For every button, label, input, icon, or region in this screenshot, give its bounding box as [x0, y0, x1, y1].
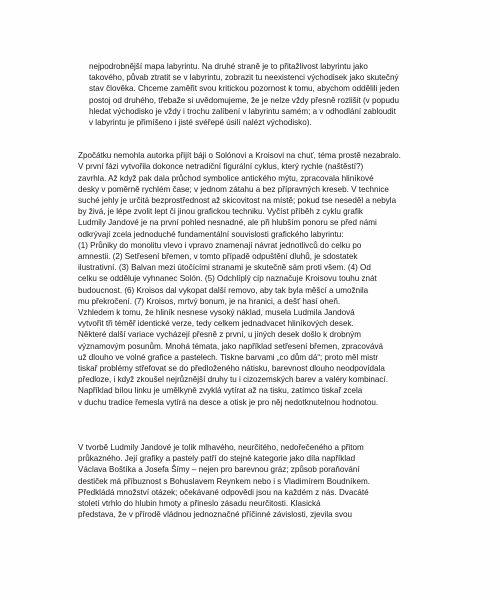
text-line: odkrývají zcela jednoduché fundamentální souvislosti grafického labyrintu: [78, 229, 344, 239]
text-line: postoj od druhého, třebaže si uvědomujeme, že je nelze vždy přesně rozlišit (v popudu [89, 95, 399, 105]
text-line: Zpočátku nemohla autorka přijít báji o Solónovi a Kroisovi na chuť, téma prostě nezabralo. [78, 151, 401, 161]
document-text [78, 61, 408, 520]
text-line: by živá, je lépe zvolit lept či jinou grafickou techniku. Vyčíst příběh z cyklu grafik [78, 207, 363, 217]
text-line: zavrhla. Až když pak dala průchod symbolice antického mýtu, zpracovala hliníkové [78, 173, 374, 183]
text-line: destiček má příbuznost s Bohuslavem Reynkem nebo i s Vladimírem Boudníkem. [78, 476, 370, 486]
text-line: suché jehly je určitá bezprostřednost až skicovitost na místě; pokud tse neseděl a nebyla [78, 196, 397, 206]
text-line: hledat východisko je vždy i trochu zalíbení v labyrintu samém; a v odhodlání zabloudit [89, 106, 396, 116]
text-line: Ludmily Jandové je na první pohled nesnadné, ale při hlubším ponoru se před námi [78, 218, 377, 228]
text-line: představa, že v přírodě vládnou jednoznačné příčinné závislosti, zjevila svou [78, 510, 352, 520]
text-line: Předkládá množství otázek; očekávané odpovědi jsou na každém z nás. Dvacáté [78, 487, 369, 497]
paragraph-2 [78, 150, 408, 307]
text-line: nejpodrobnější mapa labyrintu. Na druhé straně je to přitažlivost labyrintu jako [89, 62, 368, 71]
text-line: tiskař problémy střefovat se do předloženého nátisku, barevnost dlouho neodpovídala [78, 364, 385, 374]
paragraph-gap [78, 128, 408, 150]
text-line: budoucnost. (6) Kroisos dal vykopat další removo, aby tak byla měšcí a umožnila [78, 285, 369, 295]
text-line: celku se odděluje vyhnanec Solón. (5) Odchlíplý cíp naznačuje Kroisovu touhu znát [78, 274, 377, 284]
text-line: Vzhledem k tomu, že hliník nesnese vysoký náklad, musela Ludmila Jandová [78, 308, 355, 318]
text-line: v duchu tradice řemesla vytírá na desce a otisk je pro něj nedotknutelnou hodnotou. [78, 397, 379, 407]
text-line: V první fázi vytvořila dokonce netradiční figurální cyklus, který rychle (naštěstí?) [78, 162, 364, 172]
text-line: Václava Boštíka a Josefa Šímy – nejen pro barevnou gráz; způsob poraňování [78, 465, 360, 475]
text-line: mu překročení. (7) Kroisos, mrtvý bonum, je na hranici, a dešť hasí oheň. [78, 296, 341, 306]
text-line: desky v poměrně rychlém čase; v jednom zátahu a bez přípravných kreseb. V technice [78, 184, 389, 194]
paragraph-3 [78, 307, 408, 408]
text-line: významovým posunům. Mnohá témata, jako například setřesení břemen, zpracovává [78, 341, 384, 351]
text-line: vytvořit tři téměř identické verze, tedy celkem jednadvacet hliníkových desek. [78, 319, 354, 329]
text-line: takového, půvab ztratit se v labyrintu, zobrazit tu neexistenci východisek jako skutečný [89, 73, 399, 83]
text-line: Například bílou linku je umělkyně zvyklá vytírat až na tisku, zatímco tiskař zcela [78, 386, 363, 396]
paragraph-1 [78, 61, 408, 128]
text-line: stav člověka. Chceme zaměřit svou kritickou pozornost k tomu, abychom oddělili jeden [89, 84, 400, 94]
text-line: Některé další variace vycházejí přesně z první, u jiných desek došlo k drobným [78, 330, 361, 340]
text-line: průkazného. Její grafiky a pastely patří do stejné kategorie jako díla například [78, 454, 356, 464]
text-line: století vtrhlo do hlubin hmoty a přineslo zásadu neurčitosti. Klasická [78, 498, 321, 508]
paragraph-gap [78, 408, 408, 442]
text-line: ilustrativní. (3) Balvan mezi útočícími stranami je skutečně sám proti všem. (4) Od [78, 263, 371, 273]
text-line: už dlouho ve volné grafice a pastelech. Tiskne barvami „co dům dá“; proto měl mistr [78, 352, 379, 362]
text-line: V tvorbě Ludmily Jandové je tolik mlhavého, neurčitého, nedořečeného a přitom [78, 442, 364, 452]
text-line: předloze, i když zkoušel nejrůznější druhy tu i cizozemských barev a valéry kombinací. [78, 375, 388, 385]
text-line: (1) Průniky do monolitu vlevo i vpravo znamenají návrat jednotlivců do celku po [78, 240, 362, 250]
text-line: amnestii. (2) Setřesení břemen, v tomto případě odpuštění dluhů, je sdostatek [78, 252, 358, 262]
paragraph-4 [78, 442, 408, 520]
text-line: v labyrintu je přimíšeno i jisté svéřepé úsilí nalézt východisko). [89, 118, 312, 128]
